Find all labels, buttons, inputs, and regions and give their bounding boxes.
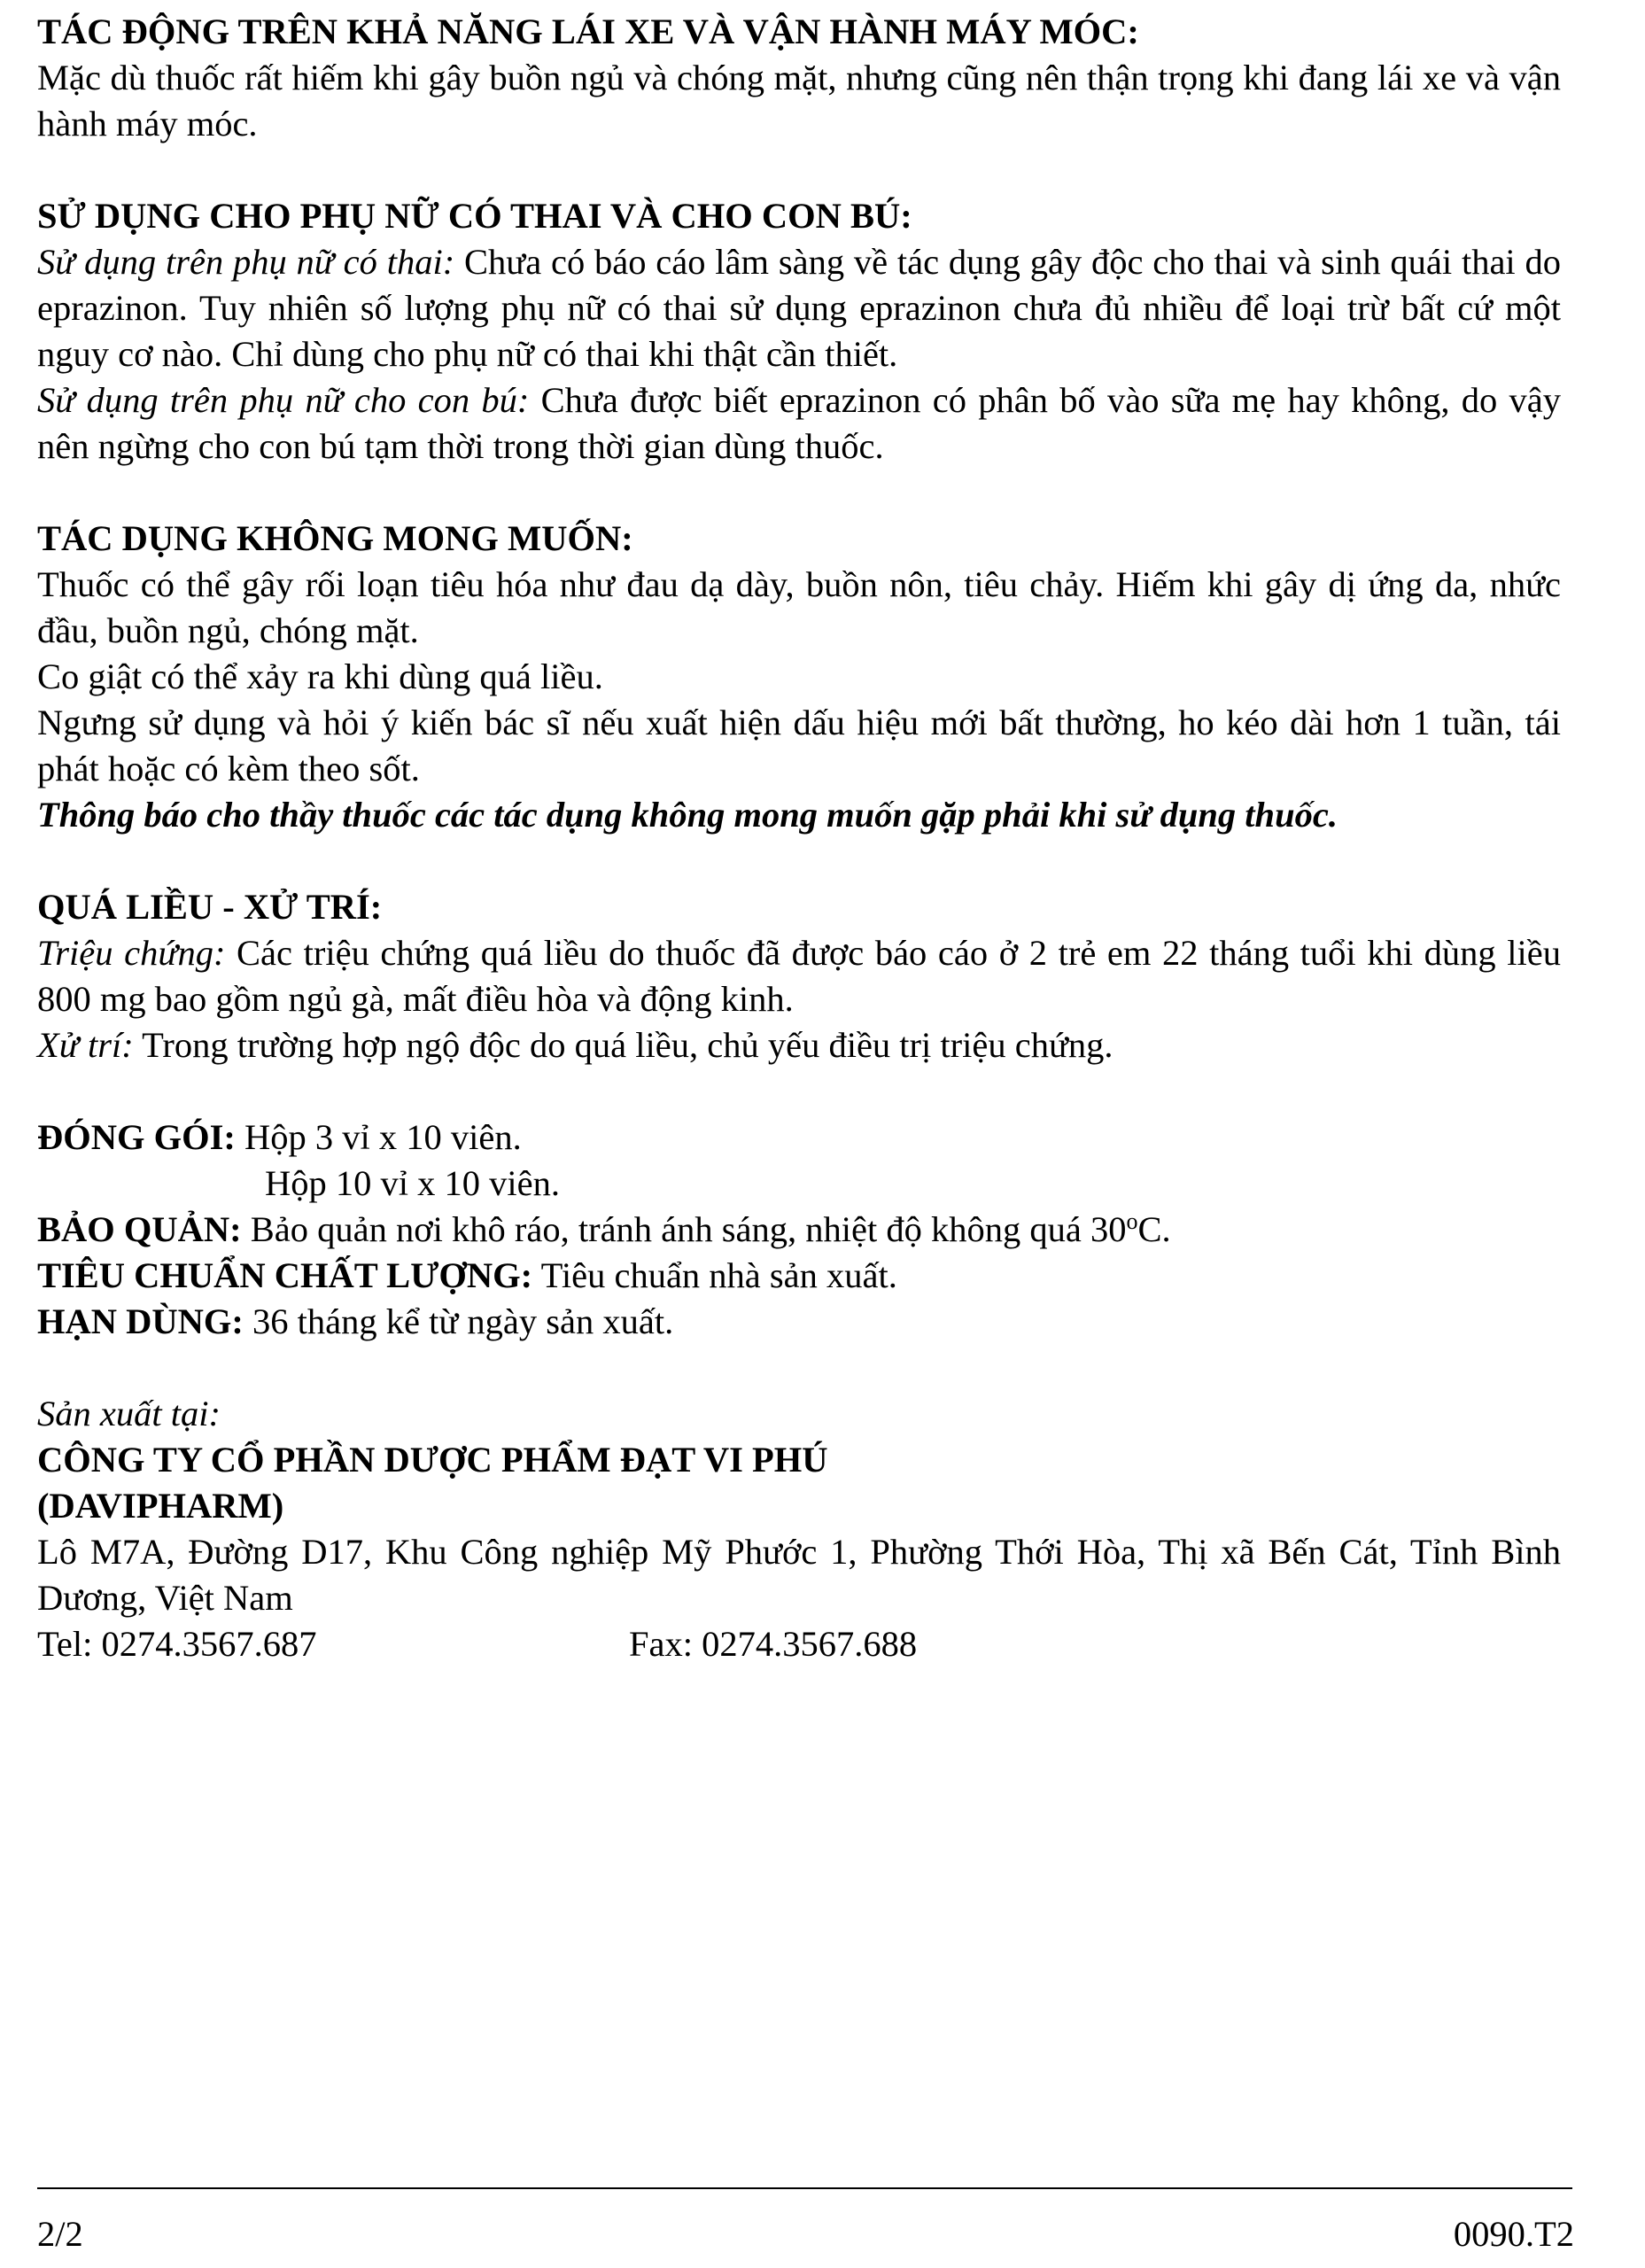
packaging-label: ĐÓNG GÓI: (37, 1117, 236, 1157)
pregnancy-section (37, 193, 1561, 470)
pregnancy-heading: SỬ DỤNG CHO PHỤ NỮ CÓ THAI VÀ CHO CON BÚ: (37, 196, 912, 236)
expiry-label: HẠN DÙNG: (37, 1301, 244, 1341)
manufacturer-section (37, 1391, 1561, 1667)
treatment-label: Xử trí: (37, 1025, 134, 1065)
adverse-section (37, 516, 1561, 838)
symptoms-text: Các triệu chứng quá liều do thuốc đã được báo cáo ở 2 trẻ em 22 tháng tuổi khi dùng liều 800 mg bao gồm ngủ gà, mất điều hòa và động kinh. (37, 933, 1561, 1019)
adverse-line-3: Ngưng sử dụng và hỏi ý kiến bác sĩ nếu xuất hiện dấu hiệu mới bất thường, ho kéo dài hơn 1 tuần, tái phát hoặc có kèm theo sốt. (37, 703, 1561, 788)
adverse-heading: TÁC DỤNG KHÔNG MONG MUỐN: (37, 518, 633, 558)
degree-symbol: o (1126, 1208, 1138, 1234)
page-number: 2/2 (37, 2214, 83, 2254)
symptoms-paragraph (37, 930, 1561, 1022)
tel-number: Tel: 0274.3567.687 (37, 1624, 317, 1664)
storage-unit: C. (1137, 1209, 1171, 1249)
driving-heading: TÁC ĐỘNG TRÊN KHẢ NĂNG LÁI XE VÀ VẬN HÀNH MÁY MÓC: (37, 12, 1139, 51)
expiry-line (37, 1299, 1561, 1345)
storage-line (37, 1207, 1561, 1253)
footer-divider (37, 2187, 1572, 2189)
symptoms-label: Triệu chứng: (37, 933, 226, 973)
quality-text: Tiêu chuẩn nhà sản xuất. (532, 1255, 897, 1295)
lactation-label: Sử dụng trên phụ nữ cho con bú: (37, 380, 530, 420)
manufacturer-short-name: (DAVIPHARM) (37, 1486, 284, 1526)
contact-row (37, 1621, 1561, 1667)
packaging-text-1: Hộp 3 vỉ x 10 viên. (235, 1117, 522, 1157)
leaflet-content (37, 9, 1561, 1713)
quality-label: TIÊU CHUẨN CHẤT LƯỢNG: (37, 1255, 533, 1295)
adverse-line-1: Thuốc có thể gây rối loạn tiêu hóa như đau dạ dày, buồn nôn, tiêu chảy. Hiếm khi gây dị ứng da, nhức đầu, buồn ngủ, chóng mặt. (37, 564, 1561, 650)
lactation-text: Chưa được biết eprazinon có phân bố vào sữa mẹ hay không, do vậy nên ngừng cho con bú tạm thời trong thời gian dùng thuốc. (37, 380, 1561, 466)
fax-number: Fax: 0274.3567.688 (629, 1624, 918, 1664)
driving-text: Mặc dù thuốc rất hiếm khi gây buồn ngủ và chóng mặt, nhưng cũng nên thận trọng khi đang lái xe và vận hành máy móc. (37, 58, 1561, 144)
storage-text: Bảo quản nơi khô ráo, tránh ánh sáng, nhiệt độ không quá 30 (241, 1209, 1127, 1249)
packaging-line-2: Hộp 10 vỉ x 10 viên. (265, 1163, 560, 1203)
product-info-section (37, 1115, 1561, 1345)
pregnant-paragraph (37, 239, 1561, 377)
overdose-section (37, 884, 1561, 1068)
pregnant-text: Chưa có báo cáo lâm sàng về tác dụng gây độc cho thai và sinh quái thai do eprazinon. Tuy nhiên số lượng phụ nữ có thai sử dụng eprazinon chưa đủ nhiều để loại trừ bất cứ một nguy cơ nào. Chỉ dùng cho phụ nữ có thai khi thật cần thiết. (37, 242, 1561, 374)
overdose-heading: QUÁ LIỀU - XỬ TRÍ: (37, 887, 383, 927)
manufacturer-company: CÔNG TY CỔ PHẦN DƯỢC PHẨM ĐẠT VI PHÚ (37, 1440, 828, 1480)
storage-label: BẢO QUẢN: (37, 1209, 242, 1249)
manufacturer-address: Lô M7A, Đường D17, Khu Công nghiệp Mỹ Phước 1, Phường Thới Hòa, Thị xã Bến Cát, Tỉnh Bình Dương, Việt Nam (37, 1532, 1561, 1618)
driving-section (37, 9, 1561, 147)
document-code: 0090.T2 (1453, 2214, 1574, 2254)
manufacturer-label: Sản xuất tại: (37, 1394, 221, 1433)
lactation-paragraph (37, 377, 1561, 470)
packaging-line-1 (37, 1115, 1561, 1161)
quality-line (37, 1253, 1561, 1299)
pregnant-label: Sử dụng trên phụ nữ có thai: (37, 242, 455, 282)
adverse-line-2: Co giật có thể xảy ra khi dùng quá liều. (37, 656, 603, 696)
treatment-paragraph (37, 1022, 1561, 1068)
expiry-text: 36 tháng kể từ ngày sản xuất. (243, 1301, 674, 1341)
adverse-notice: Thông báo cho thầy thuốc các tác dụng không mong muốn gặp phải khi sử dụng thuốc. (37, 795, 1338, 835)
treatment-text: Trong trường hợp ngộ độc do quá liều, chủ yếu điều trị triệu chứng. (133, 1025, 1113, 1065)
